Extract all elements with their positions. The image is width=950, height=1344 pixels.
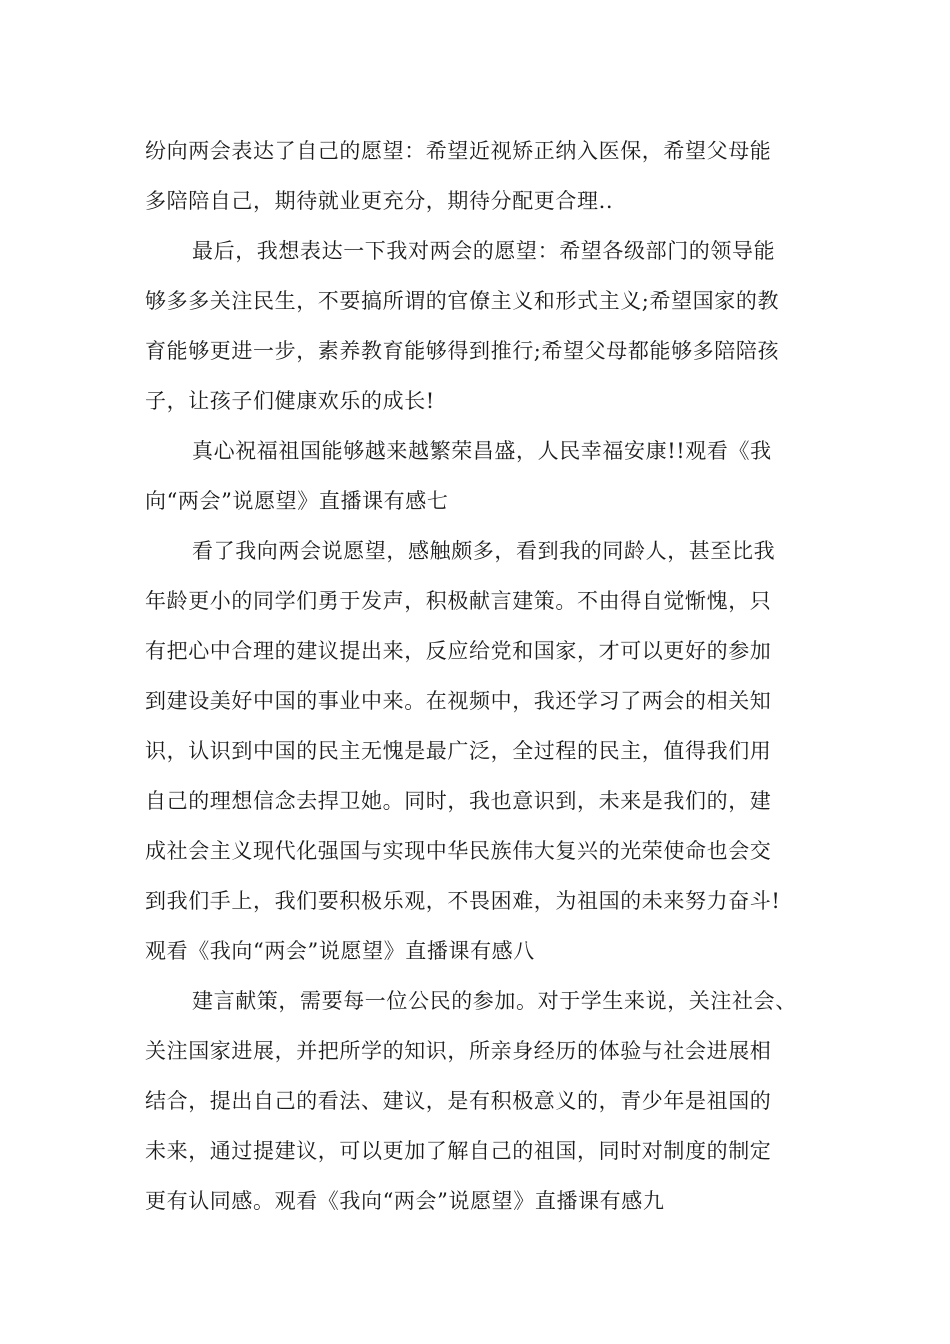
text-line: 到我们手上，我们要积极乐观，不畏困难，为祖国的未来努力奋斗! xyxy=(145,889,781,913)
paragraph-first-line: 最后，我想表达一下我对两会的愿望：希望各级部门的领导能 xyxy=(192,239,776,263)
text-line: 自己的理想信念去捍卫她。同时，我也意识到，未来是我们的，建 xyxy=(145,789,772,813)
paragraph-first-line: 看了我向两会说愿望，感触颇多，看到我的同龄人，甚至比我 xyxy=(192,539,776,563)
text-line: 关注国家进展，并把所学的知识，所亲身经历的体验与社会进展相 xyxy=(145,1039,772,1063)
text-line: 向“两会”说愿望》直播课有感七 xyxy=(145,489,449,513)
text-line: 年龄更小的同学们勇于发声，积极献言建策。不由得自觉惭愧，只 xyxy=(145,589,772,613)
document-body xyxy=(145,126,845,1226)
text-line: 纷向两会表达了自己的愿望：希望近视矫正纳入医保，希望父母能 xyxy=(145,139,772,163)
text-line: 子，让孩子们健康欢乐的成长! xyxy=(145,389,435,413)
text-line: 多陪陪自己，期待就业更充分，期待分配更合理.. xyxy=(145,189,614,213)
paragraph-first-line: 建言献策，需要每一位公民的参加。对于学生来说，关注社会、 xyxy=(192,989,797,1013)
text-line: 更有认同感。观看《我向“两会”说愿望》直播课有感九 xyxy=(145,1189,665,1213)
text-line: 识，认识到中国的民主无愧是最广泛，全过程的民主，值得我们用 xyxy=(145,739,772,763)
text-line: 育能够更进一步，素养教育能够得到推行;希望父母都能够多陪陪孩 xyxy=(145,339,780,363)
text-line: 成社会主义现代化强国与实现中华民族伟大复兴的光荣使命也会交 xyxy=(145,839,772,863)
text-line: 观看《我向“两会”说愿望》直播课有感八 xyxy=(145,939,535,963)
text-line: 结合，提出自己的看法、建议，是有积极意义的，青少年是祖国的 xyxy=(145,1089,772,1113)
text-line: 到建设美好中国的事业中来。在视频中，我还学习了两会的相关知 xyxy=(145,689,772,713)
paragraph-first-line: 真心祝福祖国能够越来越繁荣昌盛，人民幸福安康!!观看《我 xyxy=(192,439,772,463)
text-line: 够多多关注民生，不要搞所谓的官僚主义和形式主义;希望国家的教 xyxy=(145,289,780,313)
text-line: 未来，通过提建议，可以更加了解自己的祖国，同时对制度的制定 xyxy=(145,1139,772,1163)
text-line: 有把心中合理的建议提出来，反应给党和国家，才可以更好的参加 xyxy=(145,639,772,663)
